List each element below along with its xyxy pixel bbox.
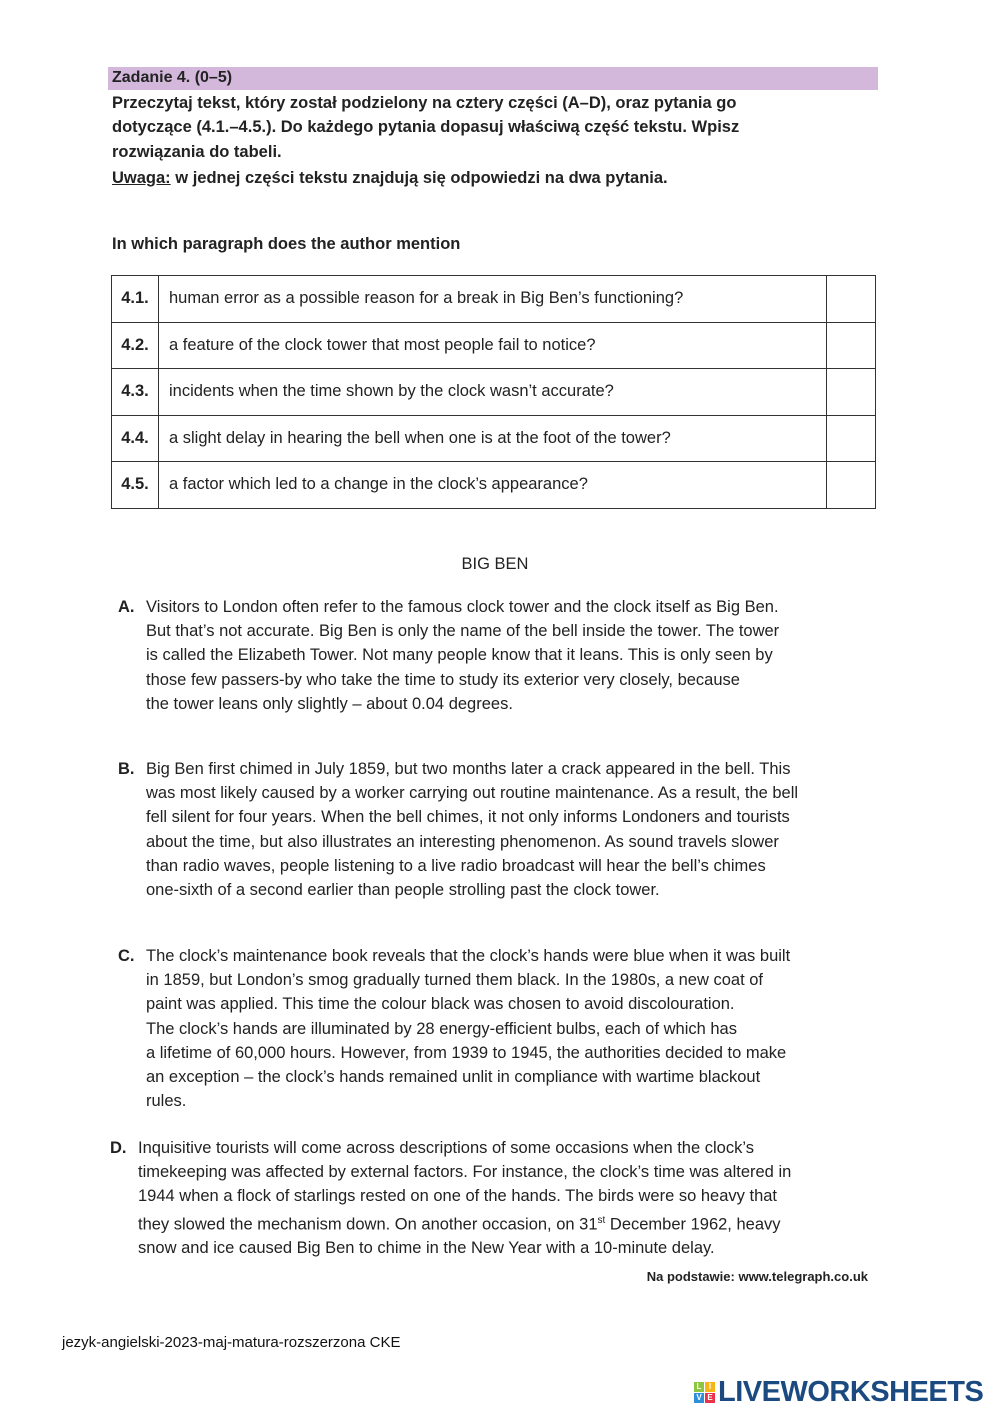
text-line: paint was applied. This time the colour black was chosen to avoid discolouration. (146, 995, 735, 1014)
text-line: than radio waves, people listening to a live radio broadcast will hear the bell’s chimes (146, 856, 766, 875)
text-line: was most likely caused by a worker carrying out routine maintenance. As a result, the bell (146, 784, 799, 803)
logo-tile: L (694, 1382, 704, 1392)
logo-tile: I (705, 1382, 715, 1392)
task-title: Zadanie 4. (0–5) (112, 69, 233, 86)
instruction-line: Przeczytaj tekst, który został podzielony na cztery części (A–D), oraz pytania go (112, 94, 737, 112)
question-text: a feature of the clock tower that most people fail to notice? (159, 322, 827, 369)
note (112, 169, 668, 188)
questions-table (111, 275, 876, 509)
text-line: snow and ice caused Big Ben to chime in the New Year with a 10-minute delay. (138, 1239, 715, 1258)
paragraph-a (118, 595, 780, 716)
question-text: incidents when the time shown by the clock wasn’t accurate? (159, 369, 827, 416)
answer-cell[interactable] (827, 369, 876, 416)
text-line: But that’s not accurate. Big Ben is only the name of the bell inside the tower. The tower (146, 622, 780, 641)
question-number: 4.4. (112, 415, 159, 462)
text-line: about the time, but also illustrates an interesting phenomenon. As sound travels slower (146, 832, 779, 851)
paragraph-letter: D. (110, 1139, 127, 1157)
logo-text: LIVEWORKSHEETS (718, 1376, 984, 1408)
answer-cell[interactable] (827, 322, 876, 369)
superscript: st (597, 1214, 606, 1226)
text-segment: December 1962, heavy (605, 1215, 781, 1234)
table-row (112, 369, 876, 416)
source-note: Na podstawie: www.telegraph.co.uk (646, 1269, 868, 1284)
note-text: w jednej części tekstu znajdują się odpowiedzi na dwa pytania. (170, 169, 668, 187)
text-line: one-sixth of a second earlier than people strolling past the clock tower. (146, 881, 660, 900)
question-number: 4.5. (112, 462, 159, 509)
logo-tiles-icon (694, 1382, 715, 1403)
question-number: 4.2. (112, 322, 159, 369)
paragraph-d (110, 1136, 792, 1261)
table-row (112, 415, 876, 462)
table-row (112, 462, 876, 509)
paragraph-b (118, 757, 799, 902)
text-line: a lifetime of 60,000 hours. However, from 1939 to 1945, the authorities decided to make (146, 1043, 787, 1062)
logo-tile: V (694, 1393, 704, 1403)
text-line: Big Ben first chimed in July 1859, but two months later a crack appeared in the bell. This (146, 760, 791, 778)
paragraph-letter: B. (118, 760, 135, 778)
text-line: rules. (146, 1092, 187, 1111)
text-line: The clock’s maintenance book reveals that the clock’s hands were blue when it was built (146, 947, 791, 965)
text-segment: they slowed the mechanism down. On another occasion, on 31 (138, 1215, 598, 1234)
table-row (112, 276, 876, 323)
text-line: fell silent for four years. When the bell chimes, it not only informs Londoners and tourists (146, 808, 790, 827)
answer-cell[interactable] (827, 276, 876, 323)
text-line: Inquisitive tourists will come across descriptions of some occasions when the clock’s (138, 1139, 754, 1157)
question-number: 4.3. (112, 369, 159, 416)
liveworksheets-logo (694, 1376, 983, 1409)
answer-cell[interactable] (827, 415, 876, 462)
text-line (138, 1209, 791, 1237)
logo-tile: E (705, 1393, 715, 1403)
paragraph-c (118, 944, 791, 1113)
answer-cell[interactable] (827, 462, 876, 509)
text-line: 1944 when a flock of starlings rested on one of the hands. The birds were so heavy that (138, 1187, 778, 1206)
paragraph-letter: A. (118, 598, 135, 616)
text-line: The clock’s hands are illuminated by 28 energy-efficient bulbs, each of which has (146, 1019, 737, 1038)
question-text: human error as a possible reason for a break in Big Ben’s functioning? (159, 276, 827, 323)
question-number: 4.1. (112, 276, 159, 323)
paragraph-letter: C. (118, 947, 135, 965)
text-line: Visitors to London often refer to the famous clock tower and the clock itself as Big Ben. (146, 598, 779, 616)
instruction-line: dotyczące (4.1.–4.5.). Do każdego pytania dopasuj właściwą część tekstu. Wpisz (112, 118, 740, 136)
text-line: in 1859, but London’s smog gradually turned them black. In the 1980s, a new coat of (146, 971, 764, 990)
text-line: timekeeping was affected by external factors. For instance, the clock’s time was altered in (138, 1163, 792, 1182)
text-line: the tower leans only slightly – about 0.04 degrees. (146, 694, 513, 713)
note-label: Uwaga: (112, 169, 171, 187)
text-line: those few passers-by who take the time to study its exterior very closely, because (146, 670, 740, 689)
footer-caption: jezyk-angielski-2023-maj-matura-rozszerzona CKE (62, 1334, 401, 1351)
table-row (112, 322, 876, 369)
text-line: an exception – the clock’s hands remained unlit in compliance with wartime blackout (146, 1068, 761, 1087)
question-prompt: In which paragraph does the author mention (112, 235, 461, 253)
text-line: is called the Elizabeth Tower. Not many people know that it leans. This is only seen by (146, 646, 773, 665)
question-text: a slight delay in hearing the bell when one is at the foot of the tower? (159, 415, 827, 462)
question-text: a factor which led to a change in the clock’s appearance? (159, 462, 827, 509)
text-title: BIG BEN (461, 555, 529, 573)
instruction-line: rozwiązania do tabeli. (112, 143, 282, 161)
